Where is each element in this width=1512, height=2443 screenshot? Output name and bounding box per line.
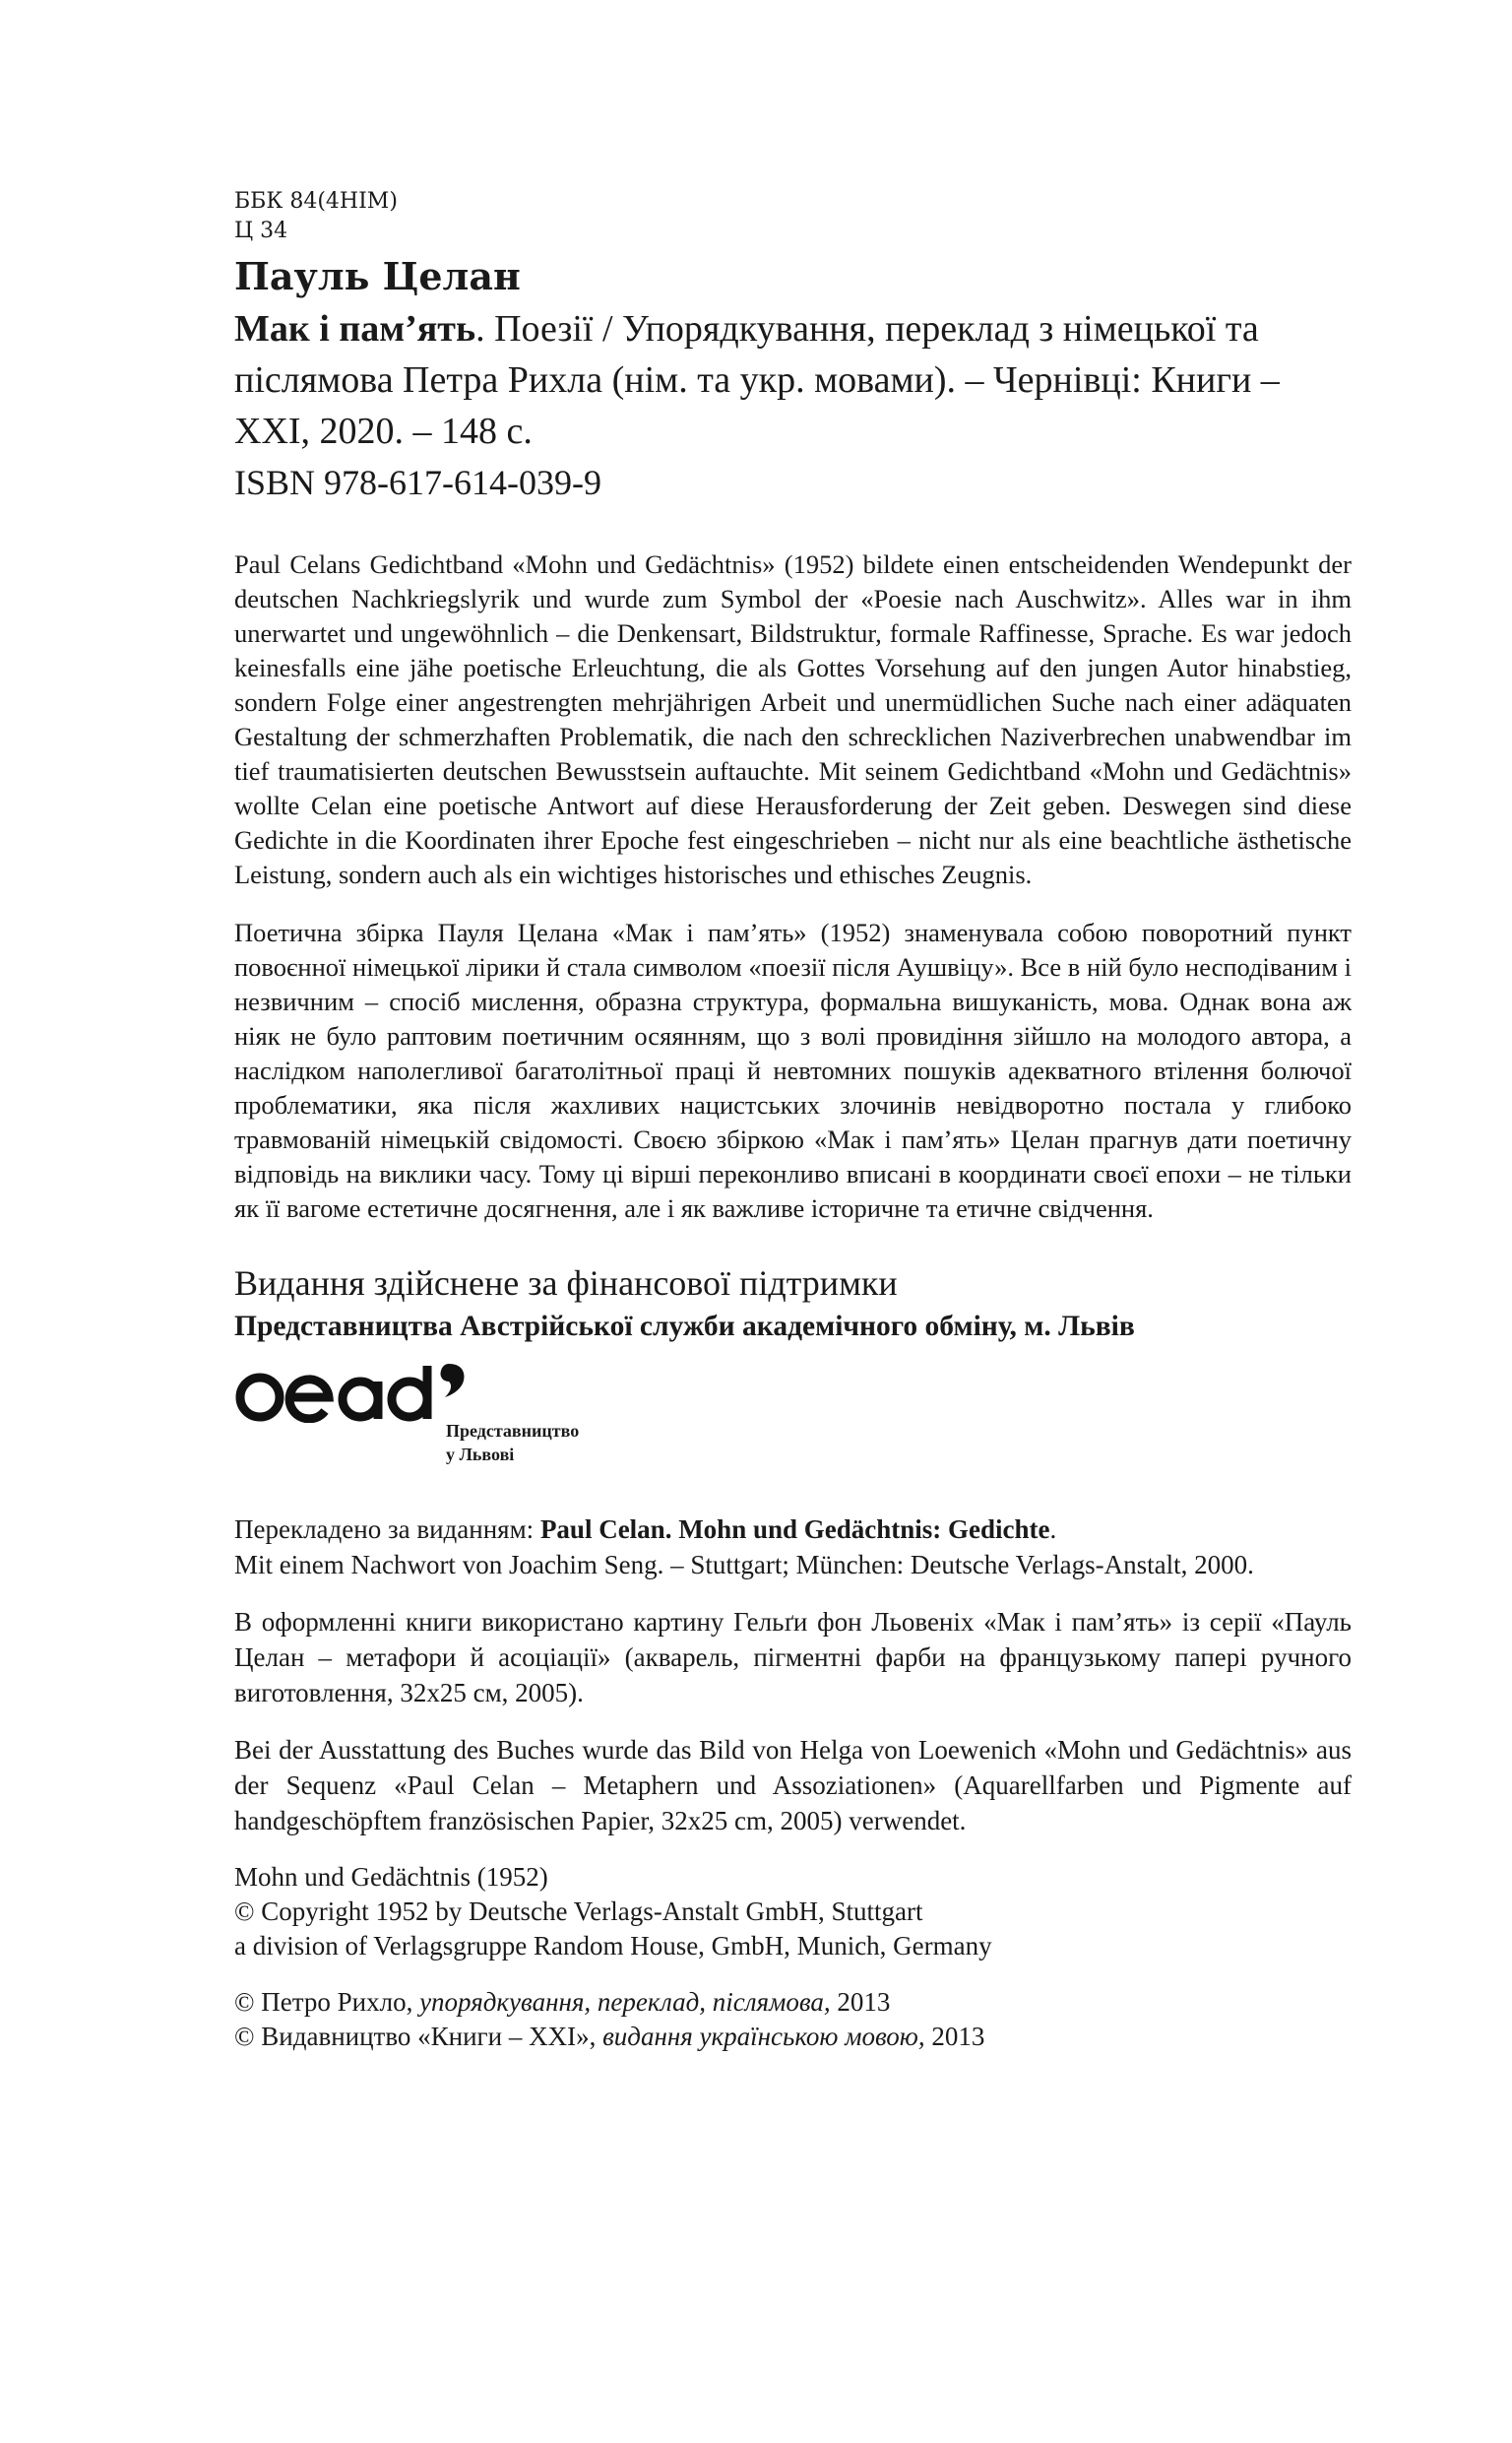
- translation-source: [234, 1511, 1352, 1582]
- cover-design-german: Bei der Ausstattung des Buches wurde das Bild von Helga von Loewenich «Mohn und Gedächtnis» aus der Sequenz «Paul Celan – Metaphern und Assoziationen» (Aquarellfarben und Pigmente auf handgeschöpftem französischen Papier, 32x25 cm, 2005) verwendet.: [234, 1735, 1352, 1835]
- support-organization: Представництва Австрійської служби академічного обміну, м. Львів: [234, 1311, 1135, 1342]
- translation-source-title: Paul Celan. Mohn und Gedächtnis: Gedichte: [539, 1514, 1050, 1544]
- copyright-orig-line2: © Copyright 1952 by Deutsche Verlags-Anstalt GmbH, Stuttgart: [234, 1897, 923, 1926]
- oead-logo-subtitle: [446, 1419, 579, 1466]
- copyright-orig-line3: a division of Verlagsgruppe Random House, GmbH, Munich, Germany: [234, 1931, 992, 1961]
- oead-logo: [234, 1360, 1352, 1468]
- bbk-code: ББК 84(4НІМ): [234, 189, 398, 214]
- title-details: . Поезії / Упорядкування, переклад з німецької та післямова Петра Рихла (нім. та укр. мовами). – Чернівці: Книги – ХХІ, 2020. – 148 с.: [234, 308, 1280, 452]
- logo-sub-line2: у Львові: [446, 1445, 515, 1464]
- author-name: Пауль Целан: [234, 254, 521, 298]
- oead-wordmark-icon: [234, 1362, 471, 1423]
- copyright-uk-2-suffix: 2013: [924, 2022, 985, 2051]
- cover-design-ukrainian: В оформленні книги використано картину Гельґи фон Льовеніх «Мак і пам’ять» із серії «Пауль Целан – метафори й асоціації» (акварель, пігментні фарби на французькому папері ручного виготовлення, 32х25 см, 2005).: [234, 1607, 1352, 1707]
- imprint-page: [234, 187, 1352, 2054]
- translation-source-line2: Mit einem Nachwort von Joachim Seng. – Stuttgart; München: Deutsche Verlags-Anstalt, 2000.: [234, 1550, 1254, 1579]
- copyright-ukrainian: [234, 1985, 1352, 2054]
- copyright-uk-1-italic: упорядкування, переклад, післямова,: [419, 1987, 831, 2017]
- bibliographic-description: [234, 303, 1352, 457]
- bbk-classification: [234, 187, 1352, 246]
- translation-prefix: Перекладено за виданням:: [234, 1514, 540, 1544]
- logo-sub-line1: Представництво: [446, 1421, 580, 1441]
- author-mark: Ц 34: [234, 219, 288, 243]
- book-title: Мак і пам’ять: [234, 308, 476, 350]
- copyright-uk-2-italic: видання українською мовою,: [602, 2022, 925, 2051]
- copyright-uk-1-suffix: 2013: [830, 1987, 891, 2017]
- copyright-uk-line1: [234, 1985, 1352, 2020]
- translation-suffix: .: [1049, 1514, 1057, 1544]
- translation-source-line1: [234, 1511, 1352, 1547]
- copyright-uk-2-prefix: © Видавництво «Книги – ХХІ»,: [234, 2022, 603, 2051]
- abstract-ukrainian: Поетична збірка Пауля Целана «Мак і пам’ять» (1952) знаменувала собою поворотний пункт повоєнної німецької лірики й стала символом «поезії після Аушвіцу». Все в ній було несподіваним і незвичним – спосіб мислення, образна структура, формальна вишуканість, мова. Однак вона аж ніяк не було раптовим поетичним осяянням, що з волі провидіння зійшло на молодого автора, а наслідком наполегливої багатолітньої праці й невтомних пошуків адекватного втілення болючої проблематики, яка після жахливих нацистських злочинів невідворотно постала у глибоко травмованій німецькій свідомості. Своєю збіркою «Мак і пам’ять» Целан прагнув дати поетичну відповідь на виклики часу. Тому ці вірші переконливо вписані в координати своєї епохи – не тільки як її вагоме естетичне досягнення, але і як важливе історичне та етичне свідчення.: [234, 918, 1352, 1223]
- copyright-uk-1-prefix: © Петро Рихло,: [234, 1987, 420, 2017]
- support-statement: Видання здійснене за фінансової підтримки: [234, 1263, 898, 1303]
- abstract-german: Paul Celans Gedichtband «Mohn und Gedächtnis» (1952) bildete einen entscheidenden Wendepunkt der deutschen Nachkriegslyrik und wurde zum Symbol der «Poesie nach Auschwitz». Alles war in ihm unerwartet und ungewöhnlich – die Denkensart, Bildstruktur, formale Raffinesse, Sprache. Es war jedoch keinesfalls eine jähe poetische Erleuchtung, die als Gottes Vorsehung auf den jungen Autor hinabstieg, sondern Folge einer angestrengten mehrjährigen Arbeit und unermüdlichen Suche nach einer adäquaten Gestaltung der schmerzhaften Problematik, die nach den schrecklichen Naziverbrechen unabwendbar im tief traumatisierten deutschen Bewusstsein auftauchte. Mit seinem Gedichtband «Mohn und Gedächtnis» wollte Celan eine poetische Antwort auf diese Herausforderung der Zeit geben. Deswegen sind diese Gedichte in die Koordinaten ihrer Epoche fest eingeschrieben – nicht nur als eine beachtliche ästhetische Leistung, sondern auch als ein wichtiges historisches und ethisches Zeugnis.: [234, 549, 1352, 889]
- copyright-original: [234, 1860, 1352, 1963]
- copyright-orig-line1: Mohn und Gedächtnis (1952): [234, 1862, 548, 1892]
- copyright-uk-line2: [234, 2020, 1352, 2054]
- svg-text:oead: oead: [234, 1421, 237, 1422]
- isbn: ISBN 978-617-614-039-9: [234, 463, 601, 502]
